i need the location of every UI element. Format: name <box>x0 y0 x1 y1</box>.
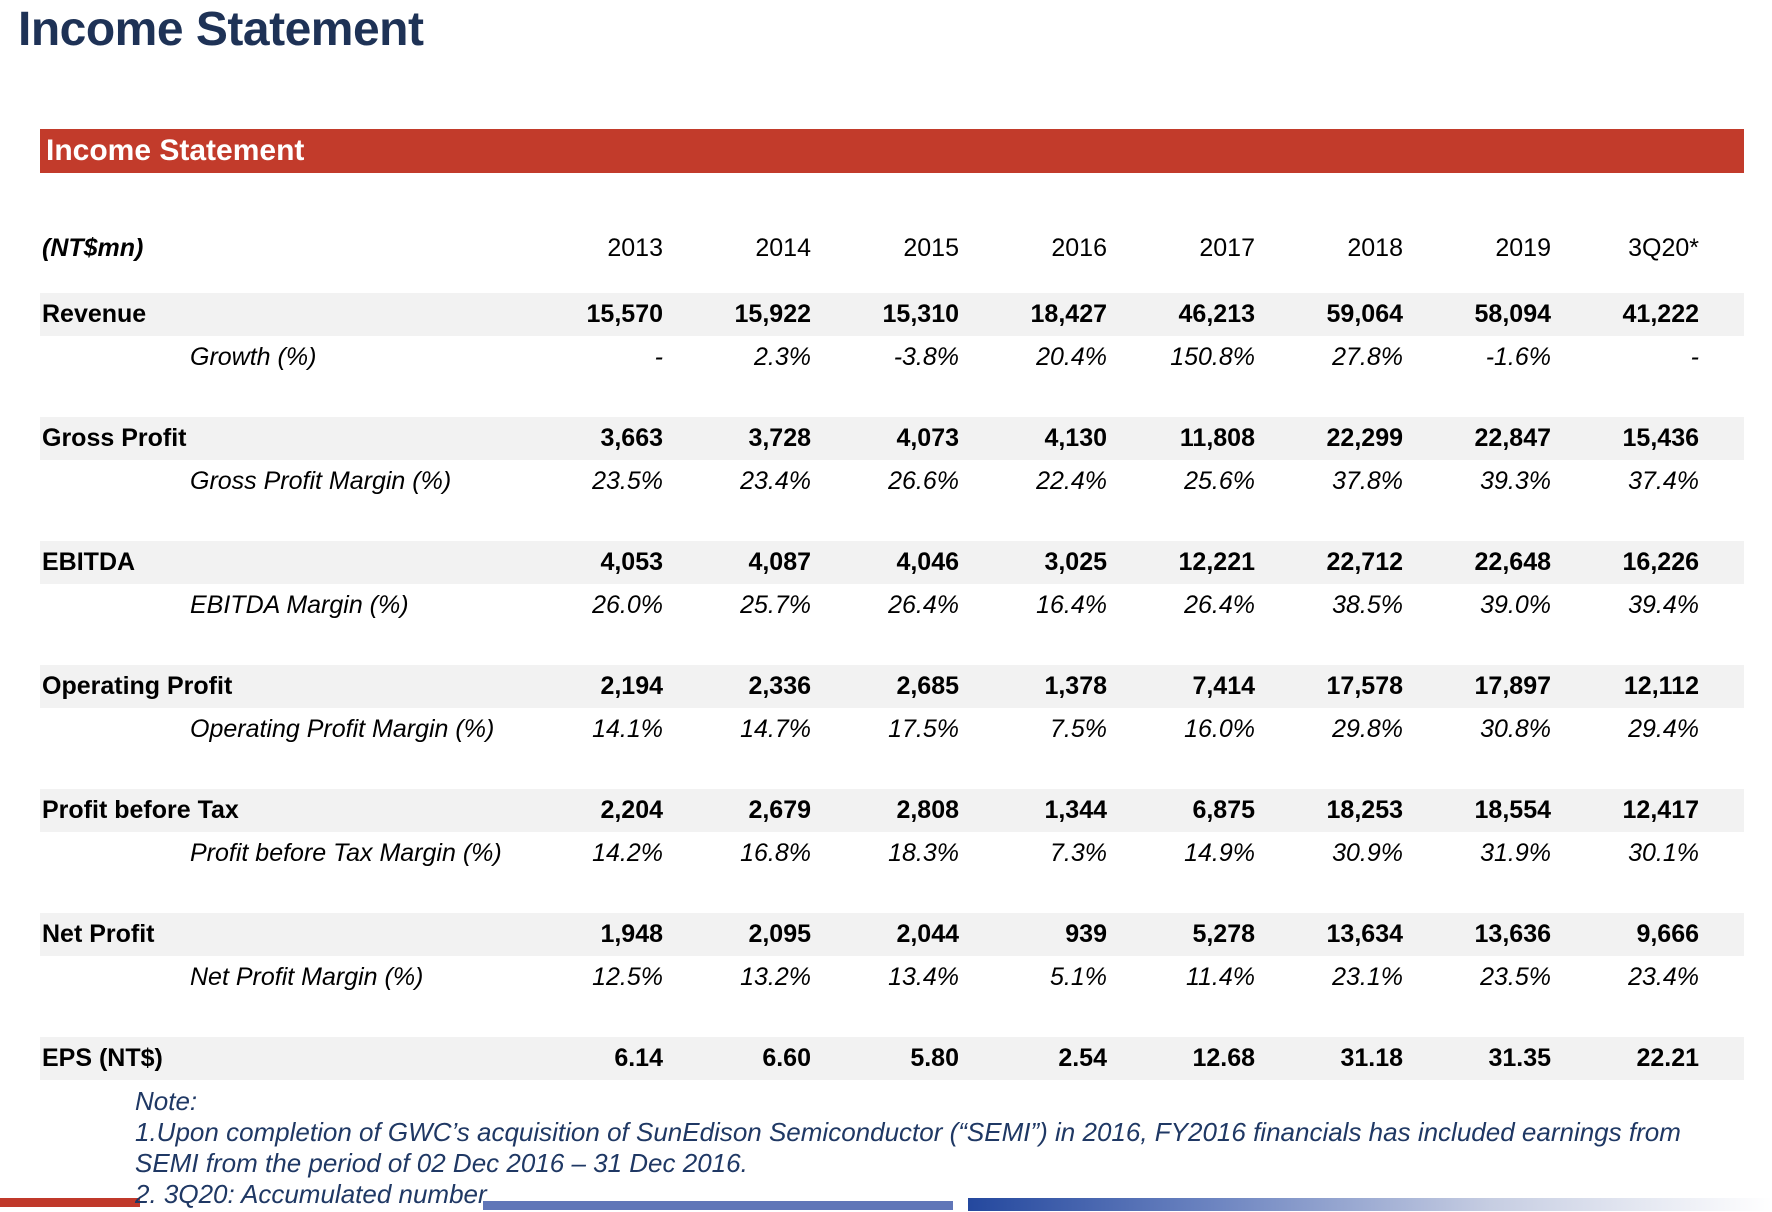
cell-value: 18,253 <box>1326 796 1403 824</box>
cell-value: 12.5% <box>592 963 663 991</box>
column-header-2014: 2014 <box>755 233 811 262</box>
note-1: 1.Upon completion of GWC’s acquisition of SunEdison Semiconductor (“SEMI”) in 2016, FY2016 financials has included earnings from SEMI from the period of 02 Dec 2016 – 31 Dec 2016. <box>135 1117 1681 1178</box>
row-label: Net Profit Margin (%) <box>190 963 424 991</box>
cell-value: 46,213 <box>1178 300 1255 328</box>
cell-value: 39.3% <box>1480 467 1551 495</box>
cell-value: 26.4% <box>888 591 959 619</box>
cell-value: 23.5% <box>592 467 663 495</box>
cell-value: 6.14 <box>614 1044 663 1072</box>
row-label: Profit before Tax <box>42 796 239 824</box>
cell-value: 6,875 <box>1192 796 1255 824</box>
cell-value: 1,344 <box>1044 796 1107 824</box>
cell-value: 31.9% <box>1480 839 1551 867</box>
cell-value: 13.4% <box>888 963 959 991</box>
cell-value: 25.7% <box>740 591 811 619</box>
row-label: Net Profit <box>42 920 155 948</box>
cell-value: 1,948 <box>600 920 663 948</box>
cell-value: -3.8% <box>893 343 959 371</box>
cell-value: 2,194 <box>600 672 663 700</box>
cell-value: 2,679 <box>748 796 811 824</box>
column-header-2015: 2015 <box>903 233 959 262</box>
cell-value: 11.4% <box>1185 963 1255 991</box>
cell-value: 12,221 <box>1178 548 1255 576</box>
cell-value: 2,204 <box>600 796 663 824</box>
cell-value: 37.8% <box>1332 467 1403 495</box>
cell-value: 15,436 <box>1622 424 1699 452</box>
cell-value: 17,897 <box>1474 672 1551 700</box>
table-row <box>40 417 1744 460</box>
table-row <box>40 913 1744 956</box>
cell-value: 39.0% <box>1480 591 1551 619</box>
column-header-3q20: 3Q20* <box>1628 233 1699 262</box>
cell-value: 23.1% <box>1332 963 1403 991</box>
cell-value: 2.54 <box>1058 1044 1107 1072</box>
cell-value: 16.8% <box>740 839 811 867</box>
cell-value: 2,685 <box>896 672 959 700</box>
table-body <box>40 293 1744 1080</box>
cell-value: 22,847 <box>1474 424 1551 452</box>
cell-value: 30.8% <box>1480 715 1551 743</box>
cell-value: 26.4% <box>1184 591 1255 619</box>
cell-value: 2,044 <box>896 920 959 948</box>
cell-value: 4,046 <box>896 548 959 576</box>
cell-value: 7.3% <box>1050 839 1107 867</box>
row-label: Profit before Tax Margin (%) <box>190 839 502 867</box>
cell-value: 31.35 <box>1488 1044 1551 1072</box>
cell-value: 30.1% <box>1628 839 1699 867</box>
cell-value: 26.0% <box>592 591 663 619</box>
cell-value: 3,025 <box>1044 548 1107 576</box>
cell-value: 22,648 <box>1474 548 1551 576</box>
table-row <box>40 708 1744 751</box>
cell-value: 15,310 <box>882 300 959 328</box>
cell-value: 13,634 <box>1326 920 1403 948</box>
cell-value: 18,427 <box>1030 300 1107 328</box>
row-label: EBITDA Margin (%) <box>190 591 409 619</box>
table-header-row <box>40 228 1744 268</box>
cell-value: 16,226 <box>1622 548 1699 576</box>
cell-value: 2,336 <box>748 672 811 700</box>
cell-value: 29.8% <box>1332 715 1403 743</box>
table-row <box>40 665 1744 708</box>
row-label: EBITDA <box>42 548 136 576</box>
row-label: Growth (%) <box>190 343 317 371</box>
cell-value: 58,094 <box>1474 300 1551 328</box>
cell-value: 11,808 <box>1179 424 1255 452</box>
cell-value: 31.18 <box>1340 1044 1403 1072</box>
table-row <box>40 956 1744 999</box>
column-header-2016: 2016 <box>1051 233 1107 262</box>
cell-value: 939 <box>1065 920 1107 948</box>
cell-value: 23.4% <box>740 467 811 495</box>
column-header-2013: 2013 <box>607 233 663 262</box>
cell-value: 5,278 <box>1192 920 1255 948</box>
cell-value: 14.9% <box>1184 839 1255 867</box>
table-row <box>40 541 1744 584</box>
cell-value: 2,095 <box>748 920 811 948</box>
section-banner <box>40 129 1744 173</box>
cell-value: 18,554 <box>1474 796 1551 824</box>
cell-value: 2.3% <box>754 343 811 371</box>
cell-value: 2,808 <box>896 796 959 824</box>
cell-value: 27.8% <box>1332 343 1403 371</box>
cell-value: 3,728 <box>748 424 811 452</box>
cell-value: 4,087 <box>748 548 811 576</box>
cell-value: 13,636 <box>1474 920 1551 948</box>
table-row <box>40 1037 1744 1080</box>
cell-value: 18.3% <box>888 839 959 867</box>
cell-value: 13.2% <box>740 963 811 991</box>
table-row <box>40 789 1744 832</box>
cell-value: 41,222 <box>1622 300 1699 328</box>
cell-value: 7,414 <box>1192 672 1255 700</box>
cell-value: 22,299 <box>1326 424 1403 452</box>
row-label: Gross Profit <box>42 424 187 452</box>
table-row <box>40 584 1744 627</box>
cell-value: 14.1% <box>592 715 663 743</box>
section-banner-title: Income Statement <box>46 134 305 167</box>
cell-value: 20.4% <box>1036 343 1107 371</box>
table-row <box>40 832 1744 875</box>
income-statement-table <box>40 228 1744 1080</box>
cell-value: 12,112 <box>1623 672 1699 700</box>
cell-value: 17,578 <box>1326 672 1403 700</box>
cell-value: 16.4% <box>1036 591 1107 619</box>
row-label: Operating Profit Margin (%) <box>190 715 495 743</box>
cell-value: 9,666 <box>1636 920 1699 948</box>
cell-value: -1.6% <box>1485 343 1551 371</box>
cell-value: 150.8% <box>1170 343 1255 371</box>
cell-value: 23.4% <box>1628 963 1699 991</box>
cell-value: 5.80 <box>910 1044 959 1072</box>
footer-red-bar <box>0 1198 140 1207</box>
column-header-2018: 2018 <box>1347 233 1403 262</box>
cell-value: 4,073 <box>896 424 959 452</box>
cell-value: 37.4% <box>1628 467 1699 495</box>
page-title: Income Statement <box>18 3 424 56</box>
row-label: Operating Profit <box>42 672 233 700</box>
cell-value: 29.4% <box>1628 715 1699 743</box>
column-header-2017: 2017 <box>1199 233 1255 262</box>
cell-value: 26.6% <box>888 467 959 495</box>
cell-value: 59,064 <box>1326 300 1403 328</box>
notes-heading: Note: <box>135 1086 198 1116</box>
row-label: Gross Profit Margin (%) <box>190 467 452 495</box>
table-row <box>40 293 1744 336</box>
cell-value: - <box>654 343 663 371</box>
cell-value: 23.5% <box>1480 963 1551 991</box>
cell-value: 4,053 <box>600 548 663 576</box>
cell-value: 22.4% <box>1036 467 1107 495</box>
cell-value: 16.0% <box>1184 715 1255 743</box>
table-row <box>40 460 1744 503</box>
cell-value: 12.68 <box>1192 1044 1255 1072</box>
cell-value: - <box>1690 343 1699 371</box>
cell-value: 17.5% <box>888 715 959 743</box>
cell-value: 5.1% <box>1050 963 1107 991</box>
cell-value: 39.4% <box>1628 591 1699 619</box>
notes-block <box>135 1086 1735 1210</box>
row-label: Revenue <box>42 300 147 328</box>
cell-value: 14.7% <box>740 715 811 743</box>
cell-value: 15,922 <box>734 300 811 328</box>
note-2: 2. 3Q20: Accumulated number <box>135 1179 487 1209</box>
cell-value: 12,417 <box>1622 796 1699 824</box>
cell-value: 1,378 <box>1044 672 1107 700</box>
row-label: EPS (NT$) <box>42 1044 163 1072</box>
cell-value: 7.5% <box>1050 715 1107 743</box>
cell-value: 30.9% <box>1332 839 1403 867</box>
unit-label: (NT$mn) <box>42 233 144 262</box>
cell-value: 14.2% <box>592 839 663 867</box>
cell-value: 38.5% <box>1332 591 1403 619</box>
cell-value: 3,663 <box>600 424 663 452</box>
column-header-2019: 2019 <box>1495 233 1551 262</box>
cell-value: 4,130 <box>1044 424 1107 452</box>
cell-value: 25.6% <box>1184 467 1255 495</box>
cell-value: 15,570 <box>586 300 663 328</box>
table-row <box>40 336 1744 379</box>
cell-value: 6.60 <box>762 1044 811 1072</box>
cell-value: 22.21 <box>1636 1044 1699 1072</box>
cell-value: 22,712 <box>1326 548 1403 576</box>
